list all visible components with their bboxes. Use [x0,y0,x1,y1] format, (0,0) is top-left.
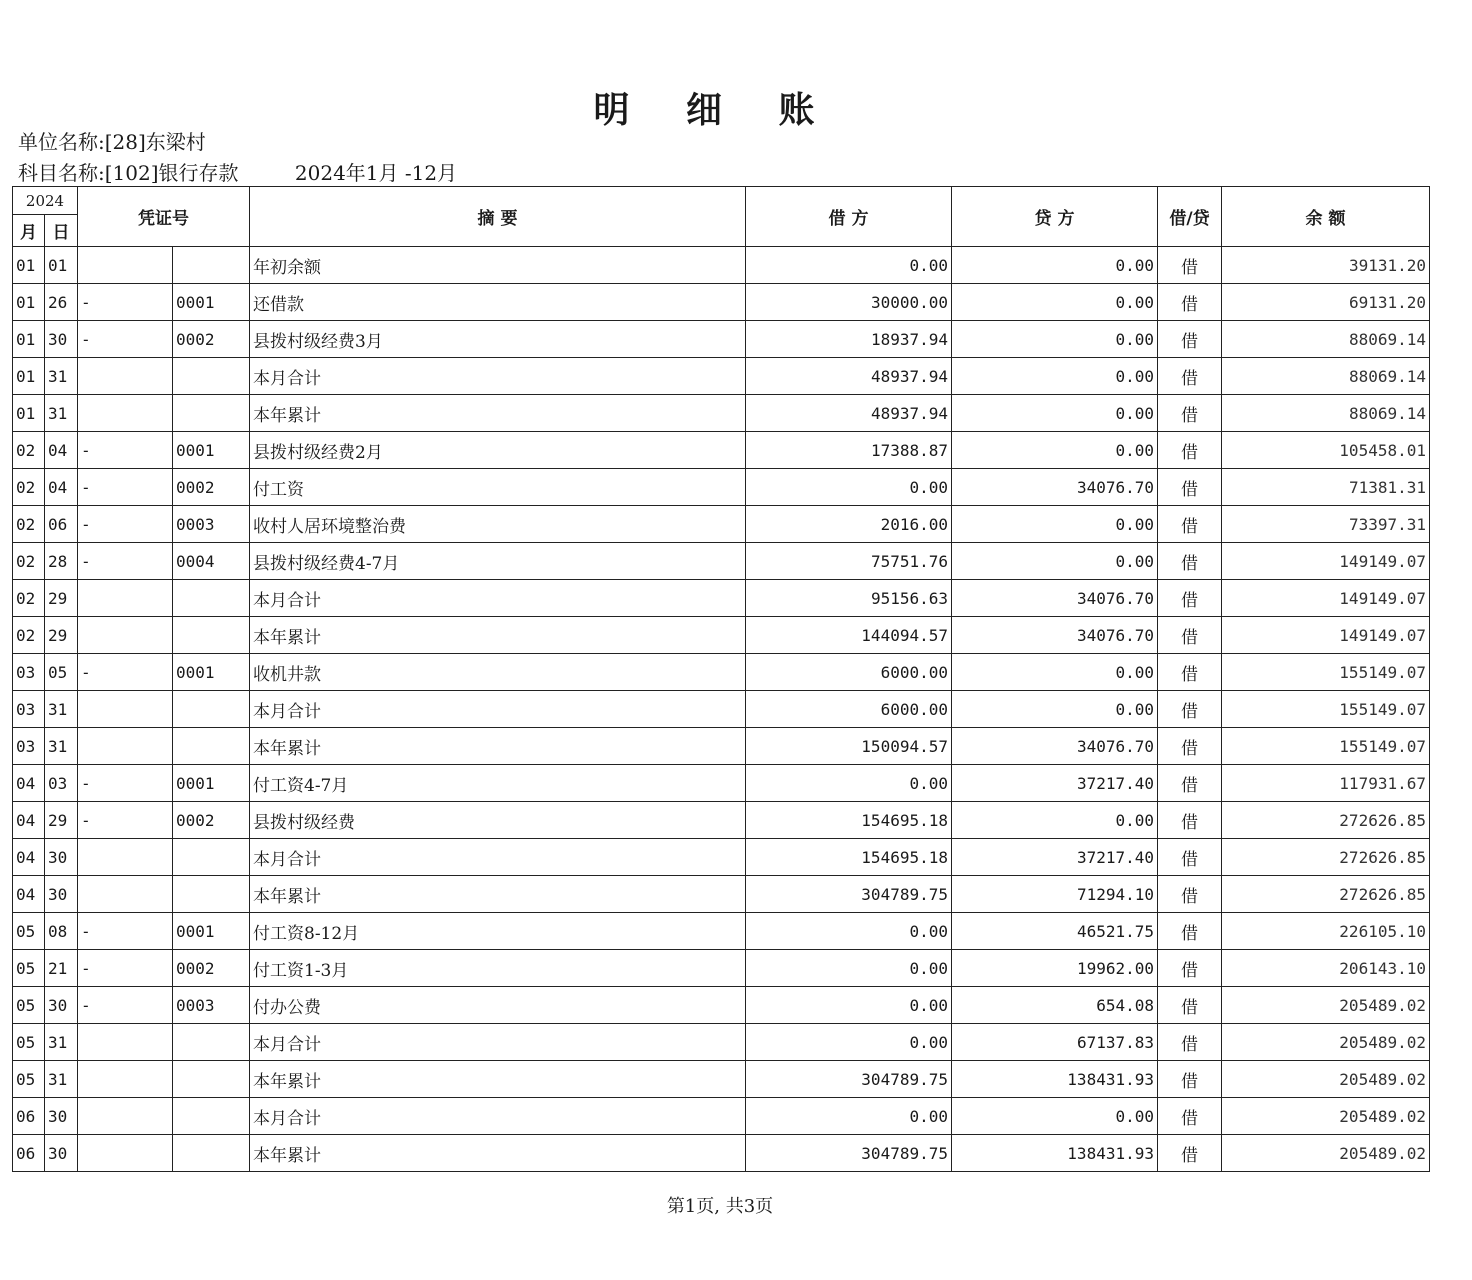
cell-credit: 0.00 [952,284,1158,321]
cell-balance: 117931.67 [1222,765,1430,802]
table-row [13,802,1430,839]
page-footer: 第1页, 共3页 [666,1196,774,1217]
cell-month: 06 [13,1098,45,1135]
cell-voucher-number [173,358,250,395]
cell-day: 29 [45,580,78,617]
header-summary: 摘 要 [250,187,746,247]
cell-voucher-number [173,876,250,913]
cell-debit: 144094.57 [746,617,952,654]
cell-summary: 本年累计 [250,395,746,432]
cell-balance: 39131.20 [1222,247,1430,284]
cell-day: 30 [45,321,78,358]
cell-voucher-type: - [78,543,173,580]
cell-summary: 本月合计 [250,580,746,617]
cell-summary: 收村人居环境整治费 [250,506,746,543]
cell-balance: 272626.85 [1222,839,1430,876]
cell-balance: 155149.07 [1222,654,1430,691]
cell-credit: 19962.00 [952,950,1158,987]
cell-summary: 本月合计 [250,1098,746,1135]
cell-summary: 本年累计 [250,876,746,913]
cell-balance: 105458.01 [1222,432,1430,469]
cell-day: 28 [45,543,78,580]
cell-month: 01 [13,284,45,321]
cell-direction: 借 [1158,654,1222,691]
cell-month: 05 [13,950,45,987]
cell-debit: 18937.94 [746,321,952,358]
cell-voucher-type: - [78,321,173,358]
cell-summary: 本年累计 [250,617,746,654]
cell-voucher-number [173,1098,250,1135]
table-row [13,543,1430,580]
header-debit: 借 方 [746,187,952,247]
cell-debit: 48937.94 [746,358,952,395]
cell-credit: 138431.93 [952,1135,1158,1172]
cell-summary: 还借款 [250,284,746,321]
cell-voucher-number [173,247,250,284]
table-row [13,765,1430,802]
cell-voucher-number: 0004 [173,543,250,580]
cell-summary: 付工资1-3月 [250,950,746,987]
cell-debit: 304789.75 [746,1135,952,1172]
cell-credit: 0.00 [952,691,1158,728]
cell-direction: 借 [1158,617,1222,654]
cell-day: 31 [45,691,78,728]
cell-debit: 304789.75 [746,876,952,913]
cell-day: 30 [45,839,78,876]
table-row [13,950,1430,987]
cell-voucher-type: - [78,432,173,469]
cell-balance: 88069.14 [1222,395,1430,432]
cell-direction: 借 [1158,839,1222,876]
ledger-body [13,247,1430,1172]
cell-day: 06 [45,506,78,543]
cell-credit: 34076.70 [952,469,1158,506]
cell-summary: 本年累计 [250,728,746,765]
cell-summary: 付工资4-7月 [250,765,746,802]
header-voucher: 凭证号 [78,187,250,247]
cell-voucher-type [78,728,173,765]
cell-day: 21 [45,950,78,987]
cell-day: 03 [45,765,78,802]
cell-voucher-type: - [78,506,173,543]
cell-voucher-type [78,839,173,876]
cell-balance: 272626.85 [1222,876,1430,913]
cell-voucher-type [78,1024,173,1061]
cell-credit: 34076.70 [952,580,1158,617]
cell-direction: 借 [1158,802,1222,839]
table-row [13,728,1430,765]
cell-balance: 88069.14 [1222,321,1430,358]
cell-balance: 206143.10 [1222,950,1430,987]
period: 2024年1月 -12月 [294,161,458,185]
page-title: 明 细 账 [593,89,837,131]
cell-summary: 县拨村级经费4-7月 [250,543,746,580]
header-month: 月 [13,215,45,247]
cell-debit: 0.00 [746,247,952,284]
cell-credit: 0.00 [952,321,1158,358]
cell-voucher-number [173,1024,250,1061]
cell-day: 31 [45,358,78,395]
table-row [13,1135,1430,1172]
table-row [13,358,1430,395]
cell-voucher-number: 0002 [173,469,250,506]
cell-month: 01 [13,321,45,358]
cell-voucher-type: - [78,950,173,987]
cell-voucher-number [173,617,250,654]
cell-summary: 本月合计 [250,358,746,395]
cell-voucher-number: 0001 [173,284,250,321]
table-row [13,506,1430,543]
cell-direction: 借 [1158,876,1222,913]
header-balance: 余 额 [1222,187,1430,247]
cell-month: 05 [13,1024,45,1061]
cell-credit: 0.00 [952,543,1158,580]
cell-debit: 154695.18 [746,839,952,876]
cell-month: 02 [13,543,45,580]
header-day: 日 [45,215,78,247]
cell-debit: 0.00 [746,469,952,506]
cell-direction: 借 [1158,247,1222,284]
table-row [13,284,1430,321]
cell-balance: 205489.02 [1222,1098,1430,1135]
cell-direction: 借 [1158,284,1222,321]
cell-month: 04 [13,876,45,913]
cell-summary: 付工资8-12月 [250,913,746,950]
cell-voucher-number: 0002 [173,802,250,839]
cell-voucher-number: 0001 [173,765,250,802]
cell-summary: 县拨村级经费3月 [250,321,746,358]
cell-voucher-number: 0001 [173,654,250,691]
cell-debit: 0.00 [746,1024,952,1061]
cell-balance: 155149.07 [1222,691,1430,728]
cell-voucher-number [173,691,250,728]
header-credit: 贷 方 [952,187,1158,247]
cell-direction: 借 [1158,913,1222,950]
table-row [13,1024,1430,1061]
cell-voucher-number: 0002 [173,321,250,358]
cell-balance: 155149.07 [1222,728,1430,765]
cell-month: 05 [13,987,45,1024]
cell-balance: 88069.14 [1222,358,1430,395]
cell-debit: 0.00 [746,987,952,1024]
cell-voucher-type [78,1098,173,1135]
cell-direction: 借 [1158,506,1222,543]
cell-credit: 71294.10 [952,876,1158,913]
cell-debit: 0.00 [746,950,952,987]
subject-name: 科目名称:[102]银行存款 [18,161,239,185]
table-row [13,839,1430,876]
cell-debit: 30000.00 [746,284,952,321]
cell-summary: 年初余额 [250,247,746,284]
cell-credit: 34076.70 [952,617,1158,654]
cell-summary: 本月合计 [250,691,746,728]
cell-balance: 149149.07 [1222,580,1430,617]
cell-voucher-type [78,876,173,913]
ledger-header [13,187,1430,247]
cell-summary: 县拨村级经费2月 [250,432,746,469]
subject-line [18,157,457,186]
cell-month: 01 [13,247,45,284]
cell-month: 03 [13,654,45,691]
table-row [13,987,1430,1024]
cell-day: 04 [45,469,78,506]
cell-voucher-type: - [78,987,173,1024]
cell-month: 04 [13,839,45,876]
table-row [13,617,1430,654]
cell-voucher-type [78,395,173,432]
cell-balance: 149149.07 [1222,617,1430,654]
cell-summary: 县拨村级经费 [250,802,746,839]
cell-balance: 69131.20 [1222,284,1430,321]
cell-debit: 150094.57 [746,728,952,765]
cell-day: 08 [45,913,78,950]
cell-voucher-type: - [78,765,173,802]
cell-day: 31 [45,728,78,765]
cell-voucher-number: 0003 [173,987,250,1024]
cell-month: 06 [13,1135,45,1172]
cell-day: 26 [45,284,78,321]
cell-credit: 0.00 [952,802,1158,839]
cell-month: 02 [13,617,45,654]
cell-debit: 95156.63 [746,580,952,617]
cell-direction: 借 [1158,691,1222,728]
cell-credit: 37217.40 [952,839,1158,876]
cell-day: 01 [45,247,78,284]
header-direction: 借/贷 [1158,187,1222,247]
cell-debit: 6000.00 [746,654,952,691]
cell-balance: 73397.31 [1222,506,1430,543]
cell-summary: 收机井款 [250,654,746,691]
cell-direction: 借 [1158,432,1222,469]
table-row [13,580,1430,617]
cell-voucher-number [173,728,250,765]
table-row [13,1098,1430,1135]
cell-voucher-type: - [78,654,173,691]
cell-voucher-type [78,247,173,284]
cell-month: 05 [13,913,45,950]
cell-summary: 本月合计 [250,839,746,876]
cell-voucher-number [173,1061,250,1098]
cell-voucher-type [78,617,173,654]
cell-voucher-type [78,580,173,617]
cell-voucher-type [78,1061,173,1098]
cell-voucher-number [173,1135,250,1172]
table-row [13,432,1430,469]
cell-direction: 借 [1158,395,1222,432]
cell-credit: 0.00 [952,432,1158,469]
table-row [13,321,1430,358]
ledger-table [12,186,1430,1172]
cell-balance: 205489.02 [1222,987,1430,1024]
cell-balance: 205489.02 [1222,1061,1430,1098]
cell-day: 30 [45,1135,78,1172]
cell-debit: 0.00 [746,765,952,802]
cell-voucher-number: 0001 [173,432,250,469]
cell-balance: 205489.02 [1222,1135,1430,1172]
cell-direction: 借 [1158,950,1222,987]
cell-credit: 37217.40 [952,765,1158,802]
cell-month: 02 [13,580,45,617]
cell-month: 04 [13,802,45,839]
cell-day: 31 [45,395,78,432]
cell-direction: 借 [1158,1061,1222,1098]
cell-month: 04 [13,765,45,802]
cell-voucher-number [173,839,250,876]
cell-credit: 0.00 [952,506,1158,543]
cell-direction: 借 [1158,1098,1222,1135]
cell-day: 31 [45,1061,78,1098]
cell-voucher-type: - [78,284,173,321]
cell-credit: 0.00 [952,358,1158,395]
cell-direction: 借 [1158,358,1222,395]
cell-month: 05 [13,1061,45,1098]
cell-credit: 67137.83 [952,1024,1158,1061]
unit-name: 单位名称:[28]东梁村 [18,130,206,154]
cell-credit: 34076.70 [952,728,1158,765]
cell-day: 30 [45,987,78,1024]
cell-credit: 0.00 [952,1098,1158,1135]
cell-voucher-number [173,580,250,617]
cell-debit: 6000.00 [746,691,952,728]
cell-voucher-number [173,395,250,432]
cell-credit: 0.00 [952,247,1158,284]
cell-balance: 226105.10 [1222,913,1430,950]
table-row [13,395,1430,432]
cell-credit: 0.00 [952,395,1158,432]
cell-summary: 本月合计 [250,1024,746,1061]
cell-balance: 272626.85 [1222,802,1430,839]
cell-month: 03 [13,728,45,765]
table-row [13,691,1430,728]
cell-voucher-type: - [78,802,173,839]
cell-direction: 借 [1158,580,1222,617]
table-row [13,654,1430,691]
cell-direction: 借 [1158,1024,1222,1061]
cell-direction: 借 [1158,321,1222,358]
header-year: 2024 [13,187,78,215]
cell-voucher-type: - [78,913,173,950]
cell-month: 03 [13,691,45,728]
cell-summary: 本年累计 [250,1135,746,1172]
table-row [13,469,1430,506]
cell-credit: 0.00 [952,654,1158,691]
cell-debit: 0.00 [746,913,952,950]
cell-voucher-type: - [78,469,173,506]
cell-month: 02 [13,506,45,543]
cell-voucher-type [78,691,173,728]
cell-debit: 2016.00 [746,506,952,543]
cell-voucher-number: 0001 [173,913,250,950]
cell-summary: 付工资 [250,469,746,506]
cell-debit: 0.00 [746,1098,952,1135]
cell-day: 30 [45,1098,78,1135]
cell-debit: 17388.87 [746,432,952,469]
table-row [13,876,1430,913]
cell-credit: 138431.93 [952,1061,1158,1098]
cell-debit: 48937.94 [746,395,952,432]
cell-debit: 75751.76 [746,543,952,580]
cell-debit: 154695.18 [746,802,952,839]
cell-direction: 借 [1158,728,1222,765]
cell-voucher-number: 0002 [173,950,250,987]
cell-month: 02 [13,469,45,506]
cell-direction: 借 [1158,765,1222,802]
cell-balance: 205489.02 [1222,1024,1430,1061]
cell-day: 31 [45,1024,78,1061]
cell-debit: 304789.75 [746,1061,952,1098]
cell-month: 02 [13,432,45,469]
table-row [13,913,1430,950]
table-row [13,1061,1430,1098]
cell-day: 04 [45,432,78,469]
table-row [13,247,1430,284]
cell-direction: 借 [1158,987,1222,1024]
cell-summary: 付办公费 [250,987,746,1024]
cell-day: 30 [45,876,78,913]
cell-voucher-type [78,358,173,395]
cell-day: 29 [45,802,78,839]
cell-day: 29 [45,617,78,654]
cell-balance: 149149.07 [1222,543,1430,580]
cell-summary: 本年累计 [250,1061,746,1098]
cell-direction: 借 [1158,1135,1222,1172]
cell-direction: 借 [1158,469,1222,506]
cell-credit: 46521.75 [952,913,1158,950]
cell-direction: 借 [1158,543,1222,580]
cell-voucher-number: 0003 [173,506,250,543]
cell-voucher-type [78,1135,173,1172]
cell-credit: 654.08 [952,987,1158,1024]
cell-day: 05 [45,654,78,691]
cell-balance: 71381.31 [1222,469,1430,506]
cell-month: 01 [13,358,45,395]
cell-month: 01 [13,395,45,432]
